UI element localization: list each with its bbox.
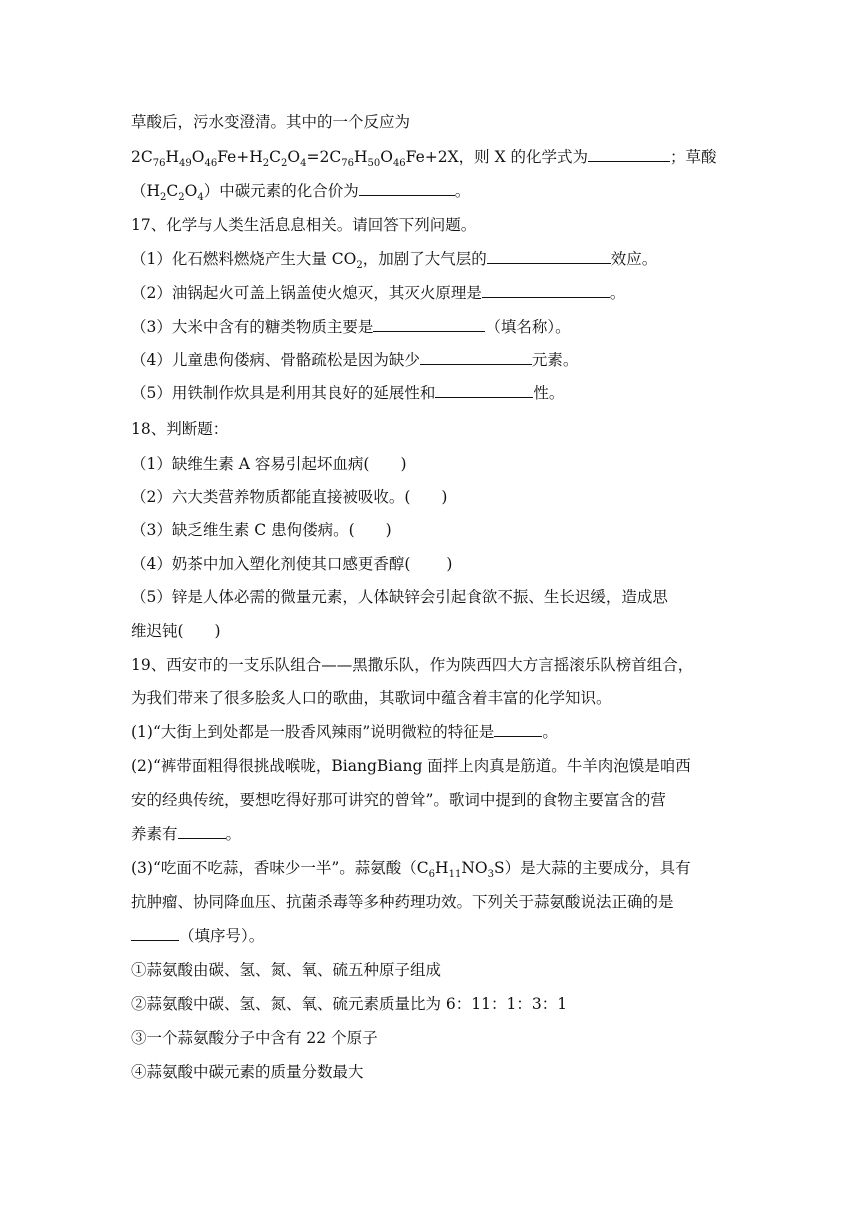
question-17-4 (131, 350, 578, 370)
text-line: 草酸后，污水变澄清。其中的一个反应为 (131, 113, 411, 131)
text-fragment: 。 (542, 723, 558, 741)
text-fragment: 。 (225, 825, 242, 843)
text-fragment: （填序号）。 (179, 927, 265, 945)
answer-blank[interactable] (131, 926, 179, 941)
reaction-equation-line (131, 147, 717, 170)
text-fragment: (3)“吃面不吃蒜，香味少一半”。蒜氨酸$(C_6H_{11}NO_3S)$是大蒜的主要成分，具有 (131, 859, 691, 881)
question-19-1 (131, 722, 558, 742)
text-fragment: （2）油锅起火可盖上锅盖使火熄灭，其灭火原理是 (131, 284, 482, 302)
question-17-1 (131, 249, 658, 272)
option-3: ③一个蒜氨酸分子中含有 22 个原子 (131, 1029, 378, 1047)
question-17-3 (131, 317, 571, 337)
answer-blank[interactable] (494, 722, 542, 737)
question-18-2: （2）六大类营养物质都能直接被吸收。( ) (131, 488, 448, 506)
question-19-2-line3 (131, 824, 241, 844)
text-fragment: （填名称）。 (485, 318, 571, 336)
text-fragment: 养素有 (131, 825, 178, 843)
question-19-2-line2: 安的经典传统，要想吃得好那可讲究的曾耸”。歌词中提到的食物主要富含的营 (131, 791, 666, 809)
option-2: ②蒜氨酸中碳、氢、氮、氧、硫元素质量比为 6：11：1：3：1 (131, 995, 568, 1013)
answer-blank[interactable] (420, 350, 532, 365)
text-line (131, 181, 471, 204)
text-fragment: ，则 X 的化学式为 (458, 148, 589, 166)
question-19-3-line1 (131, 858, 691, 881)
text-fragment: （5）用铁制作炊具是利用其良好的延展性和 (131, 384, 436, 402)
question-17-title: 17、化学与人类生活息息相关。请回答下列问题。 (131, 216, 477, 234)
text-fragment: (1)“大街上到处都是一股香风辣雨”说明微粒的特征是 (131, 723, 495, 741)
text-fragment: ；草酸 (670, 148, 717, 166)
question-17-2 (131, 283, 625, 303)
text-fragment: $(H_2C_2O_4)$中碳元素的化合价为 (131, 182, 359, 204)
text-fragment: 效应。 (610, 250, 658, 268)
question-19-3-line2: 抗肿瘤、协同降血压、抗菌杀毒等多种药理功效。下列关于蒜氨酸说法正确的是 (131, 893, 674, 911)
question-18-1: （1）缺维生素 A 容易引起坏血病( ) (131, 455, 407, 473)
answer-blank[interactable] (178, 824, 226, 839)
question-19-3-line3 (131, 926, 264, 946)
answer-blank[interactable] (482, 283, 610, 298)
question-18-3: （3）缺乏维生素 C 患佝偻病。( ) (131, 521, 392, 539)
question-19-line2: 为我们带来了很多脍炙人口的歌曲，其歌词中蕴含着丰富的化学知识。 (131, 689, 612, 707)
text-fragment: 。 (609, 284, 626, 302)
question-18-4: （4）奶茶中加入塑化剂使其口感更香醇( ) (131, 555, 453, 573)
answer-blank[interactable] (373, 317, 485, 332)
answer-blank[interactable] (588, 147, 670, 162)
question-19-2-line1: (2)“裤带面粗得很挑战喉咙，BiangBiang 面拌上肉真是筋道。牛羊肉泡馍是咱西 (131, 757, 691, 775)
reaction-equation: $2C_{76}H_{49}O_{46}Fe+H_2C_2O_4=2C_{76}H_{50}O_{46}Fe+2X$ (131, 148, 459, 170)
answer-blank[interactable] (359, 181, 455, 196)
option-1: ①蒜氨酸由碳、氢、氮、氧、硫五种原子组成 (131, 961, 442, 979)
text-fragment: （3）大米中含有的糖类物质主要是 (131, 318, 374, 336)
question-17-5 (131, 383, 564, 403)
text-fragment: 。 (454, 182, 471, 200)
question-18-title: 18、判断题： (131, 420, 229, 438)
answer-blank[interactable] (487, 249, 611, 264)
text-fragment: 元素。 (531, 351, 579, 369)
question-19-line1: 19、西安市的一支乐队组合——黑撒乐队，作为陕西四大方言摇滚乐队榜首组合， (131, 656, 694, 674)
text-fragment: （1）化石燃料燃烧产生大量 $CO_2$，加剧了大气层的 (131, 250, 487, 272)
answer-blank[interactable] (435, 383, 533, 398)
question-18-5-line2: 维迟钝( ) (131, 622, 221, 640)
question-18-5-line1: （5）锌是人体必需的微量元素，人体缺锌会引起食欲不振、生长迟缓，造成思 (131, 588, 668, 606)
text-fragment: 性。 (533, 384, 565, 402)
option-4: ④蒜氨酸中碳元素的质量分数最大 (131, 1063, 364, 1081)
text-fragment: （4）儿童患佝偻病、骨骼疏松是因为缺少 (131, 351, 420, 369)
